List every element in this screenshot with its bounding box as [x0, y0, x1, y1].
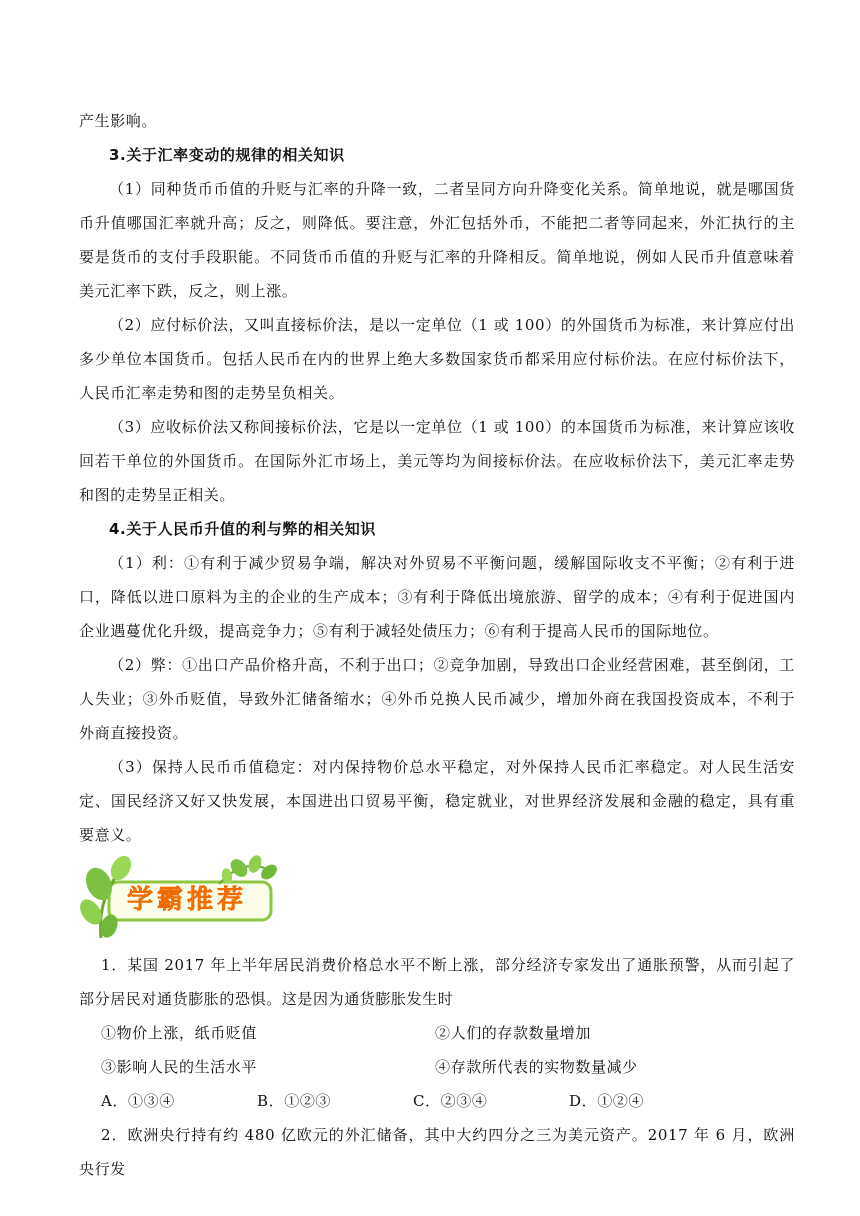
question-1-option-3: ③影响人民的生活水平	[101, 1058, 258, 1076]
section3-paragraph-2: （2）应付标价法，又叫直接标价法，是以一定单位（1 或 100）的外国货币为标准，来计算应付出多少单位本国货币。包括人民币在内的世界上绝大多数国家货币都采用应付标价法。在应付标价法下，人民币汇率走势和图的走势呈负相关。	[79, 316, 795, 402]
intro-tail: 产生影响。	[79, 112, 158, 130]
banner-title: 学霸推荐	[127, 885, 248, 915]
question-1-choice-b: B．①②③	[257, 1092, 332, 1110]
question-1-choice-d: D．①②④	[569, 1092, 645, 1110]
section4-paragraph-1: （1）利：①有利于减少贸易争端，解决对外贸易不平衡问题，缓解国际收支不平衡；②有利于进口，降低以进口原料为主的企业的生产成本；③有利于降低出境旅游、留学的成本；④有利于促进国内企业遇蔓优化升级，提高竞争力；⑤有利于减轻处债压力；⑥有利于提高人民币的国际地位。	[79, 554, 795, 640]
question-1-choice-a: A．①③④	[101, 1092, 175, 1110]
question-1-option-4: ④存款所代表的实物数量减少	[435, 1058, 638, 1076]
section3-paragraph-1: （1）同种货币币值的升贬与汇率的升降一致，二者呈同方向升降变化关系。简单地说，就是哪国货币升值哪国汇率就升高；反之，则降低。要注意，外汇包括外币，不能把二者等同起来，外汇执行的主要是货币的支付手段职能。不同货币币值的升贬与汇率的升降相反。简单地说，例如人民币升值意味着美元汇率下跌，反之，则上涨。	[79, 180, 795, 300]
section4-paragraph-2: （2）弊：①出口产品价格升高，不利于出口；②竞争加剧，导致出口企业经营困难，甚至倒闭，工人失业；③外币贬值，导致外汇储备缩水；④外币兑换人民币减少，增加外商在我国投资成本，不利于外商直接投资。	[79, 656, 795, 742]
question-1-option-1: ①物价上涨，纸币贬值	[101, 1024, 258, 1042]
question-1-options-row-1	[79, 1016, 795, 1050]
question-1-option-2: ②人们的存款数量增加	[435, 1024, 592, 1042]
question-1-choices	[79, 1084, 795, 1118]
section3-title: 3.关于汇率变动的规律的相关知识	[109, 146, 345, 164]
recommend-banner	[79, 854, 279, 942]
section3-paragraph-3: （3）应收标价法又称间接标价法，它是以一定单位（1 或 100）的本国货币为标准，来计算应该收回若干单位的外国货币。在国际外汇市场上，美元等均为间接标价法。在应收标价法下，美元汇率走势和图的走势呈正相关。	[79, 418, 795, 504]
document-page	[79, 104, 795, 1186]
question-1-choice-c: C．②③④	[413, 1092, 488, 1110]
section4-title: 4.关于人民币升值的利与弊的相关知识	[109, 520, 376, 538]
question-1-stem: 1．某国 2017 年上半年居民消费价格总水平不断上涨，部分经济专家发出了通胀预警，从而引起了部分居民对通货膨胀的恐惧。这是因为通货膨胀发生时	[79, 956, 795, 1008]
question-1-options-row-2	[79, 1050, 795, 1084]
question-2-stem: 2．欧洲央行持有约 480 亿欧元的外汇储备，其中大约四分之三为美元资产。2017 年 6 月，欧洲央行发	[79, 1126, 795, 1178]
section4-paragraph-3: （3）保持人民币币值稳定：对内保持物价总水平稳定，对外保持人民币汇率稳定。对人民生活安定、国民经济又好又快发展，本国进出口贸易平衡，稳定就业，对世界经济发展和金融的稳定，具有重要意义。	[79, 758, 795, 844]
